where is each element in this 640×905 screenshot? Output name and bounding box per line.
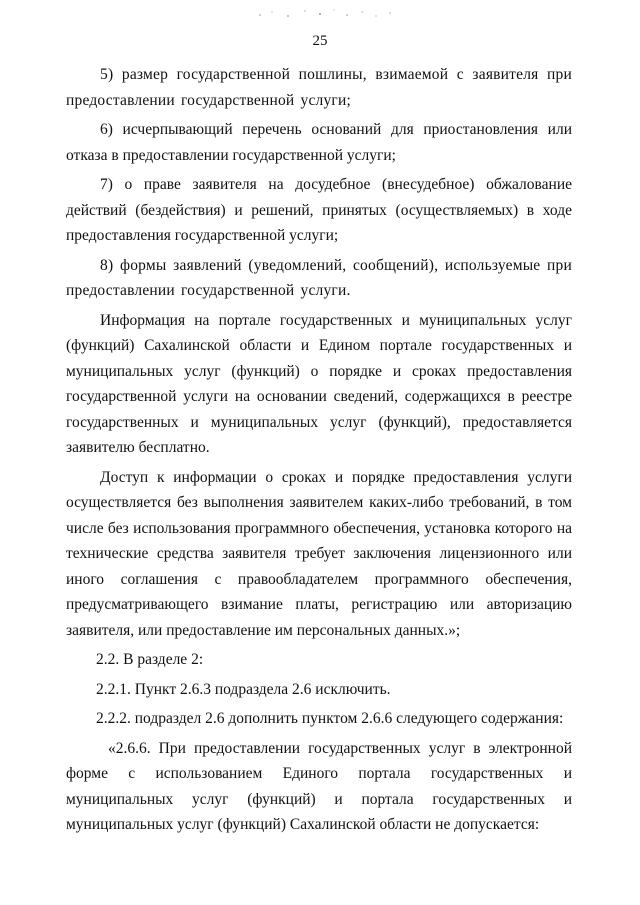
clause-2-2-2: 2.2.2. подраздел 2.6 дополнить пунктом 2.6.6 следующего содержания: xyxy=(96,710,564,727)
paragraph-portal-information: Информация на портале государственных и муниципальных услуг (функций) Сахалинской области и Едином портале государственных и муниципальных услуг (функций) о порядке и сроках предоставления государственной услуги на основании сведений, содержащихся в реестре государственных и муниципальных услуг (функций), предоставляется заявителю бесплатно. xyxy=(66,311,572,456)
list-item-7: 7) о праве заявителя на досудебное (внесудебное) обжалование действий (бездействия) и решений, принятых (осуществляемых) в ходе предоставления государственной услуги; xyxy=(66,176,572,244)
scan-noise xyxy=(250,6,400,20)
section-2-2-heading: 2.2. В разделе 2: xyxy=(96,651,204,668)
page-number: 25 xyxy=(312,33,328,49)
list-item-5: 5) размер государственной пошлины, взимаемой с заявителя при предоставлении государственной услуги; xyxy=(66,66,572,109)
quoted-clause-2-6-6: «2.6.6. При предоставлении государственных услуг в электронной форме с использованием Единого портала государственных и муниципальных услуг (функций) и портала государственных и муниципальных услуг (функций) Сахалинской области не допускается: xyxy=(66,739,572,833)
list-item-6: 6) исчерпывающий перечень оснований для приостановления или отказа в предоставлении государственной услуги; xyxy=(66,121,572,164)
clause-2-2-1: 2.2.1. Пункт 2.6.3 подраздела 2.6 исключить. xyxy=(96,680,391,698)
paragraph-access-information: Доступ к информации о сроках и порядке предоставления услуги осуществляется без выполнения заявителем каких-либо требований, в том числе без использования программного обеспечения, установка которого на технические средства заявителя требует заключения лицензионного или иного соглашения с правообладателем программного обеспечения, предусматривающего взимание платы, регистрацию или авторизацию заявителя, или предоставление им персональных данных.»; xyxy=(66,468,572,639)
document-body xyxy=(66,62,572,842)
list-item-8: 8) формы заявлений (уведомлений, сообщений), используемые при предоставлении государственной услуги. xyxy=(66,256,572,299)
